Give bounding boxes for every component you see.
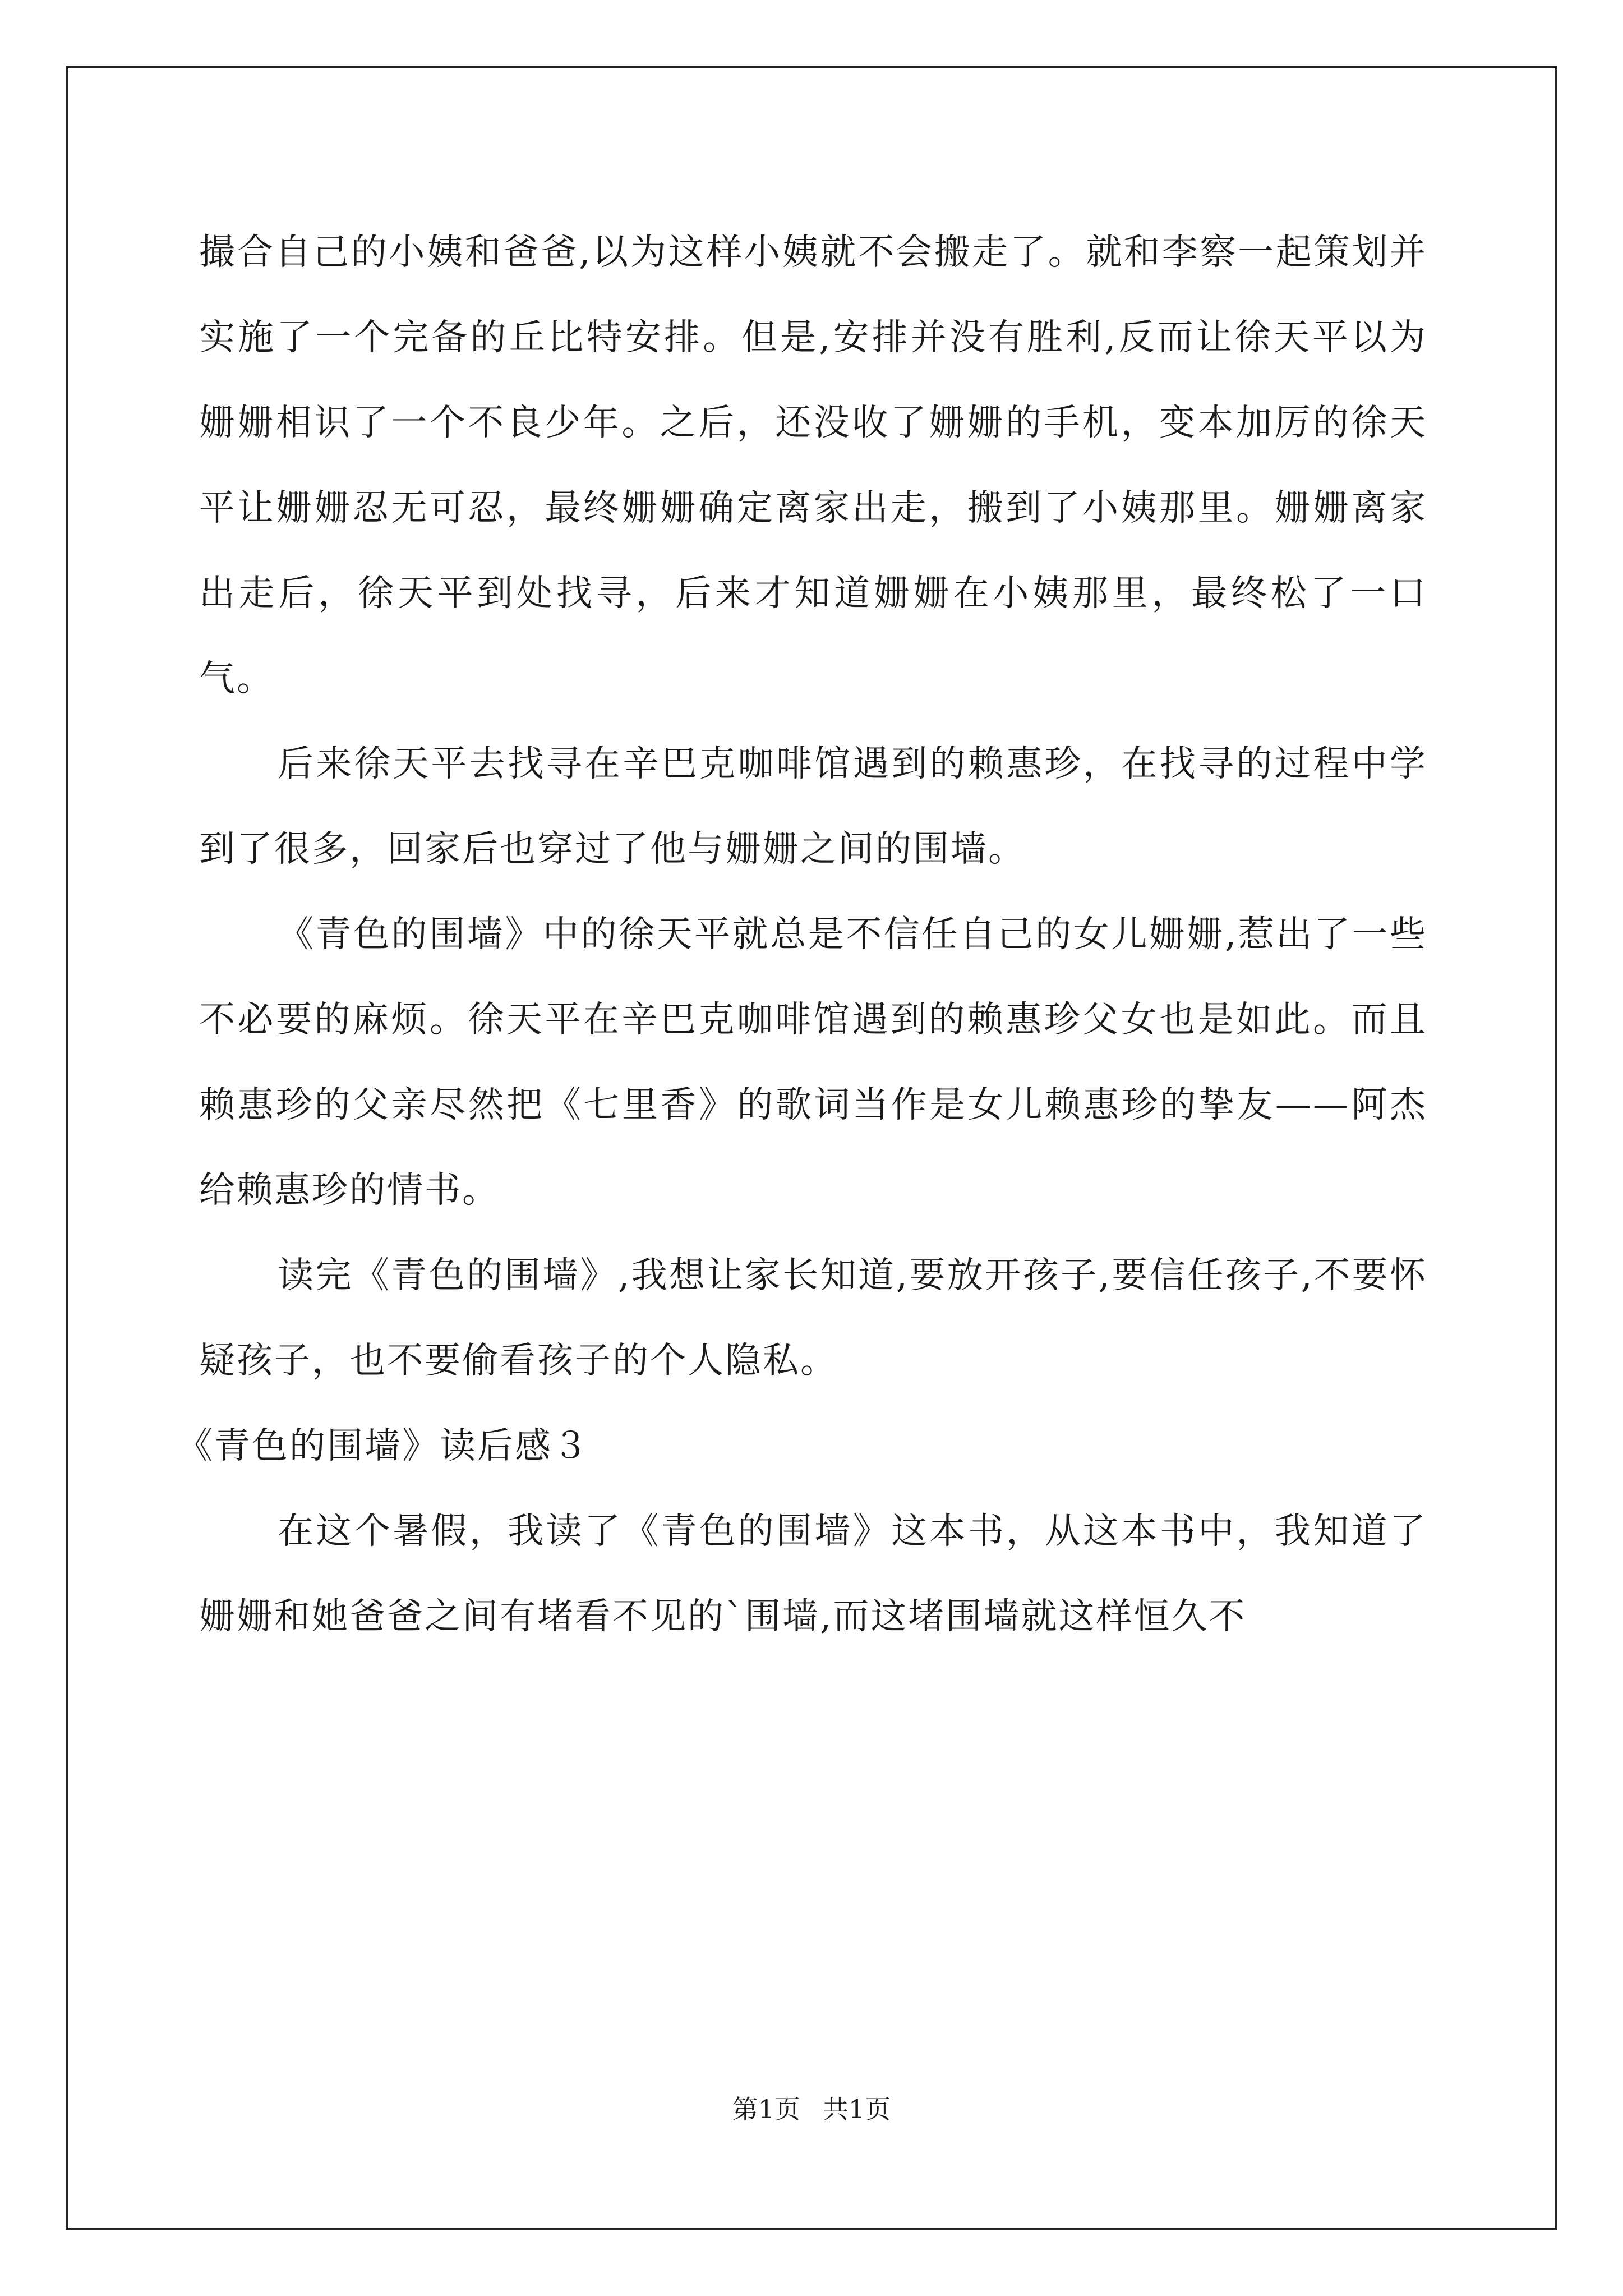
paragraph-3: 《青色的围墙》中的徐天平就总是不信任自己的女儿姗姗,惹出了一些不必要的麻烦。徐天平在辛巴克咖啡馆遇到的赖惠珍父女也是如此。而且赖惠珍的父亲尽然把《七里香》的歌词当作是女儿赖惠珍的挚友——阿杰给赖惠珍的情书。 [199, 914, 1427, 1211]
paragraph-4: 读完《青色的围墙》,我想让家长知道,要放开孩子,要信任孩子,不要怀疑孩子，也不要偷看孩子的个人隐私。 [199, 1255, 1427, 1382]
section-heading: 《青色的围墙》读后感３ [177, 1425, 590, 1467]
paragraph-5: 在这个暑假，我读了《青色的围墙》这本书，从这本书中，我知道了姗姗和她爸爸之间有堵看不见的`围墙,而这堵围墙就这样恒久不 [199, 1511, 1427, 1637]
document-body [177, 210, 1427, 1659]
paragraph-2: 后来徐天平去找寻在辛巴克咖啡馆遇到的赖惠珍，在找寻的过程中学到了很多，回家后也穿过了他与姗姗之间的围墙。 [199, 743, 1427, 870]
page-footer [0, 2092, 1623, 2126]
page-number-current: 第1页 [732, 2094, 800, 2124]
paragraph-1: 撮合自己的小姨和爸爸,以为这样小姨就不会搬走了。就和李察一起策划并实施了一个完备的丘比特安排。但是,安排并没有胜利,反而让徐天平以为姗姗相识了一个不良少年。之后，还没收了姗姗的手机，变本加厉的徐天平让姗姗忍无可忍，最终姗姗确定离家出走，搬到了小姨那里。姗姗离家出走后，徐天平到处找寻，后来才知道姗姗在小姨那里，最终松了一口气。 [199, 232, 1427, 700]
page-number-total: 共1页 [823, 2094, 891, 2124]
